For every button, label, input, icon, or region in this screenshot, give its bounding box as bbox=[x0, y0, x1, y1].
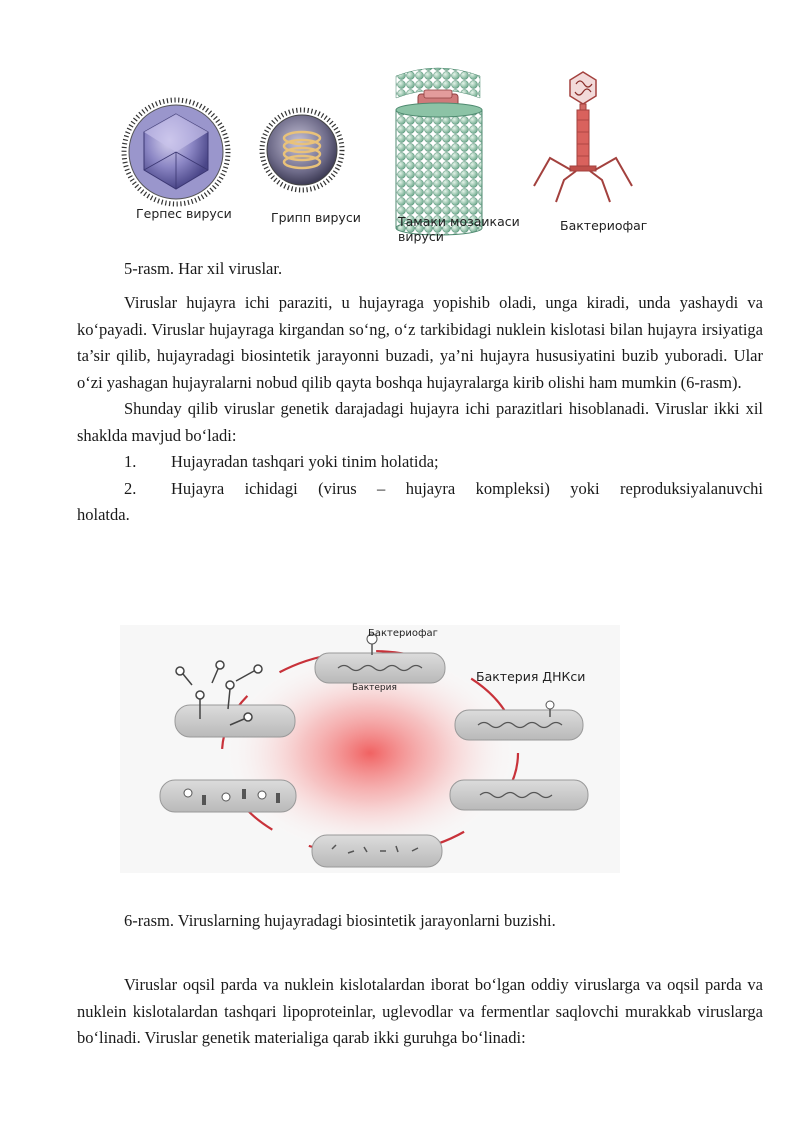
figure-6-virus-cycle bbox=[120, 625, 620, 873]
list-item: 2. Hujayra ichidagi (virus – hujayra kompleksi) yoki reproduksiyalanuvchi bbox=[124, 478, 763, 498]
herpes-virus-label: Герпес вируси bbox=[136, 206, 232, 221]
bacteria-dna-label: Бактерия ДНКси bbox=[476, 669, 586, 684]
list-item-continuation: holatda. bbox=[77, 505, 130, 524]
bacteriophage-label: Бактериофаг bbox=[560, 218, 648, 233]
bacteriophage-label: Бактериофаг bbox=[368, 628, 438, 639]
body-text-block-1 bbox=[77, 290, 763, 529]
bacteriophage-icon bbox=[534, 72, 632, 202]
paragraph: Shunday qilib viruslar genetik darajadagi hujayra ichi parazitlari hisoblanadi. Viruslar ikki xil shaklda mavjud bo‘ladi: bbox=[77, 399, 763, 445]
influenza-virus-label: Грипп вируси bbox=[271, 210, 361, 225]
figure-6-caption: 6-rasm. Viruslarning hujayradagi biosintetik jarayonlarni buzishi. bbox=[124, 911, 556, 930]
body-text-block-2 bbox=[77, 972, 763, 1052]
replicating-cell-right bbox=[450, 780, 588, 810]
list-item: 1. Hujayradan tashqari yoki tinim holatida; bbox=[124, 452, 439, 471]
bacterium-label: Бактерия bbox=[352, 683, 397, 693]
figure-5-virus-types bbox=[118, 62, 678, 262]
tobacco-mosaic-virus-label: Тамаки мозаикаси вируси bbox=[398, 214, 520, 244]
cycle-diagram bbox=[120, 625, 620, 873]
lysis-cell-left bbox=[160, 780, 296, 812]
paragraph: Viruslar hujayra ichi paraziti, u hujayraga yopishib oladi, unga kiradi, unda yashaydi va ko‘payadi. Viruslar hujayraga kirgandan so‘ng, o‘z tarkibidagi nuklein kislotasi bilan hujayra irsiyatiga ta’sir qilib, hujayradagi biosintetik jarayonni buzadi, ya’ni hujayra hususiyatini buzib yuboradi. Ular o‘zi yashagan hujayralarni nobud qilib qayta boshqa hujayralarga kirib olishi ham mumkin (6-rasm). bbox=[77, 293, 763, 392]
tobacco-mosaic-virus-icon bbox=[396, 68, 482, 235]
herpes-virus-icon bbox=[124, 100, 228, 204]
assembly-cell-bottom bbox=[312, 835, 442, 867]
paragraph: Viruslar oqsil parda va nuklein kislotalardan iborat bo‘lgan oddiy viruslarga va oqsil parda va nuklein kislotalardan tashqari lipoproteinlar, uglevodlar va fermentlar saqlovchi murakkab viruslarga bo‘linadi. Viruslar genetik materialiga qarab ikki guruhga bo‘linadi: bbox=[77, 975, 763, 1047]
influenza-virus-icon bbox=[262, 110, 342, 190]
figure-5-caption: 5-rasm. Har xil viruslar. bbox=[124, 259, 283, 278]
